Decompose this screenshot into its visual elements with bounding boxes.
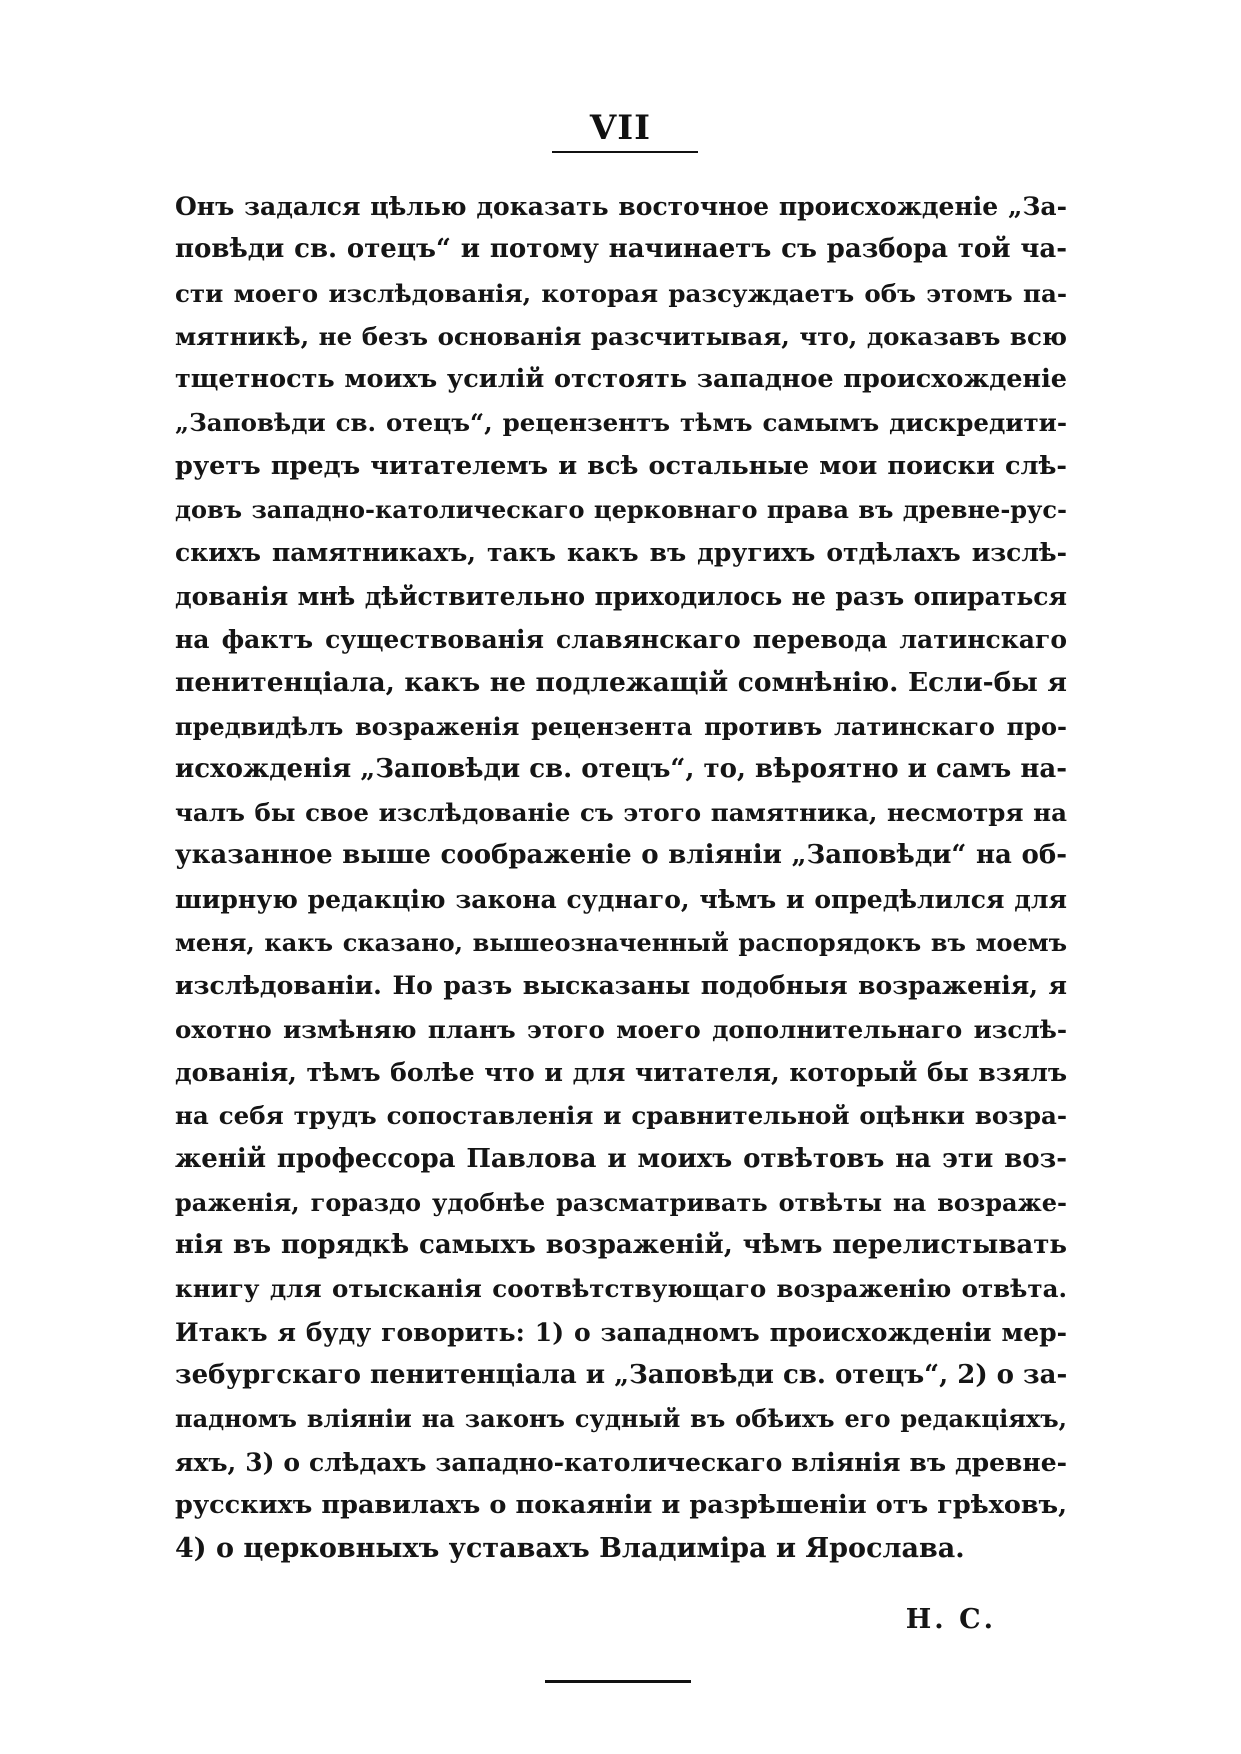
text-line: Онъ задался цѣлью доказать восточное происхожденіе „За- — [175, 192, 1067, 221]
text-line: зебургскаго пенитенціала и „Заповѣди св. отецъ“, 2) о за- — [175, 1360, 1068, 1391]
text-line: яхъ, 3) о слѣдахъ западно-католическаго вліянія въ древне- — [175, 1447, 1067, 1477]
text-line: пенитенціала, какъ не подлежащій сомнѣнію. Если-бы я — [175, 667, 1067, 699]
text-line: дованія мнѣ дѣйствительно приходилось не разъ опираться — [175, 581, 1067, 611]
page-number: VII — [589, 108, 652, 148]
text-line: мятникѣ, не безъ основанія разсчитывая, что, доказавъ всю — [175, 321, 1067, 351]
text-line: женій профессора Павлова и моихъ отвѣтовъ на эти воз- — [175, 1143, 1067, 1174]
text-line: нія въ порядкѣ самыхъ возраженій, чѣмъ перелистывать — [175, 1230, 1067, 1261]
text-line: указанное выше соображеніе о вліяніи „Заповѣди“ на об- — [175, 840, 1067, 871]
text-line: руетъ предъ читателемъ и всѣ остальные мои поиски слѣ- — [175, 450, 1067, 481]
text-line: тщетность моихъ усилій отстоять западное происхожденіе — [175, 364, 1067, 395]
text-line: повѣди св. отецъ“ и потому начинаетъ съ разбора той ча- — [175, 234, 1067, 265]
body-text — [175, 185, 1067, 1571]
text-line: русскихъ правилахъ о покаяніи и разрѣшеніи отъ грѣховъ, — [175, 1489, 1067, 1520]
text-line: сти моего изслѣдованія, которая разсуждаетъ объ этомъ па- — [175, 278, 1067, 308]
text-line: книгу для отысканія соотвѣтствующаго возраженію отвѣта. — [175, 1274, 1067, 1304]
text-line: раженія, гораздо удобнѣе разсматривать отвѣты на возраже- — [175, 1187, 1067, 1217]
text-line: чалъ бы свое изслѣдованіе съ этого памятника, несмотря на — [175, 798, 1067, 828]
text-line: охотно измѣняю планъ этого моего дополнительнаго изслѣ- — [175, 1014, 1067, 1044]
text-line: скихъ памятникахъ, такъ какъ въ другихъ отдѣлахъ изслѣ- — [175, 538, 1067, 568]
text-line: ширную редакцію закона суднаго, чѣмъ и опредѣлился для — [175, 884, 1067, 914]
footer-rule — [545, 1680, 691, 1683]
text-line: на себя трудъ сопоставленія и сравнительной оцѣнки возра- — [175, 1101, 1067, 1131]
text-line: меня, какъ сказано, вышеозначенный распорядокъ въ моемъ — [175, 928, 1067, 958]
text-line: падномъ вліяніи на законъ судный въ обѣихъ его редакціяхъ, — [175, 1404, 1067, 1434]
author-signature: Н. С. — [905, 1604, 996, 1635]
header-rule — [552, 151, 698, 153]
text-line: Итакъ я буду говорить: 1) о западномъ происхожденіи мер- — [175, 1317, 1067, 1347]
text-line: дованія, тѣмъ болѣе что и для читателя, который бы взялъ — [175, 1057, 1067, 1087]
text-line: на фактъ существованія славянскаго перевода латинскаго — [175, 624, 1067, 654]
text-line: „Заповѣди св. отецъ“, рецензентъ тѣмъ самымъ дискредити- — [175, 408, 1067, 438]
text-line: довъ западно-католическаго церковнаго права въ древне-рус- — [175, 495, 1067, 525]
text-line: изслѣдованіи. Но разъ высказаны подобныя возраженія, я — [175, 971, 1067, 1001]
text-line: предвидѣлъ возраженія рецензента противъ латинскаго про- — [175, 711, 1067, 741]
text-line: 4) о церковныхъ уставахъ Владиміра и Ярослава. — [175, 1533, 965, 1565]
text-line: исхожденія „Заповѣди св. отецъ“, то, вѣроятно и самъ на- — [175, 753, 1067, 784]
